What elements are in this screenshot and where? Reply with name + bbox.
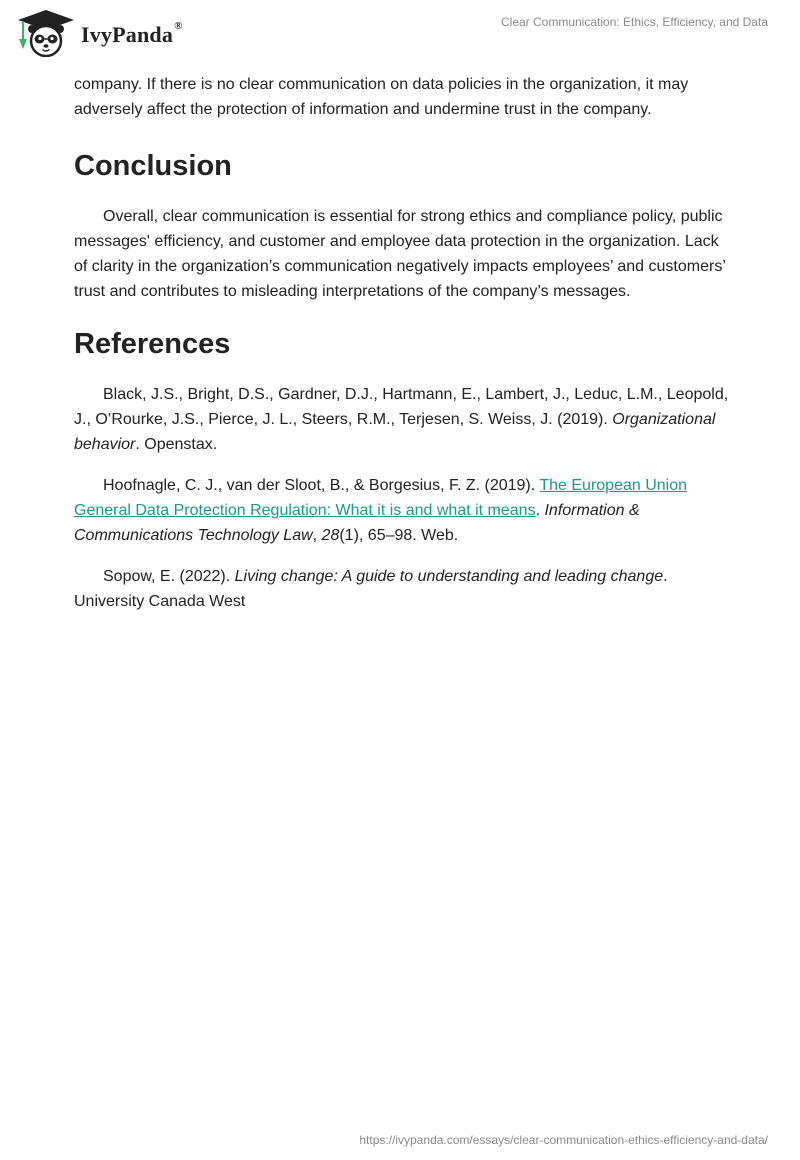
reference-item: Sopow, E. (2022). Living change: A guide to understanding and leading change. University Canada West (74, 568, 668, 610)
continuation-paragraph: company. If there is no clear communication on data policies in the organization, it may adversely affect the protection of information and undermine trust in the company. (74, 76, 689, 118)
reference-link[interactable]: The European Union General Data Protection Regulation: What it is and what it means (74, 477, 688, 519)
essay-content (74, 72, 734, 630)
ivypanda-logo[interactable] (16, 9, 183, 57)
brand-name: IvyPanda® (81, 20, 183, 47)
references-heading: References (74, 328, 231, 360)
journal-title: Information & Communications Technology Law (74, 502, 640, 544)
reference-item: Black, J.S., Bright, D.S., Gardner, D.J., Hartmann, E., Lambert, J., Leduc, L.M., Leopold, J., O’Rourke, J.S., Pierce, J. L., Steers, R.M., Terjesen, S. Weiss, J. (2019). Organizational behavior. Openstax. (74, 386, 729, 453)
journal-volume: 28 (321, 527, 340, 544)
footer-url[interactable]: https://ivypanda.com/essays/clear-communication-ethics-efficiency-and-data/ (359, 1133, 768, 1147)
conclusion-heading: Conclusion (74, 150, 232, 182)
page-header (0, 0, 800, 70)
reference-item: Hoofnagle, C. J., van der Sloot, B., & Borgesius, F. Z. (2019). The European Union General Data Protection Regulation: What it is and what it means. Information & Communications Technology Law, 28(1), 65–98. Web. (74, 477, 688, 544)
reference-title: Organizational behavior (74, 411, 716, 453)
document-title: Clear Communication: Ethics, Efficiency, and Data (500, 15, 768, 29)
conclusion-paragraph: Overall, clear communication is essential for strong ethics and compliance policy, public messages' efficiency, and customer and employee data protection in the organization. Lack of clarity in the organization’s communication negatively impacts employees’ and customers’ trust and contributes to misleading interpretations of the company’s messages. (74, 208, 726, 300)
panda-graduate-icon (16, 9, 76, 57)
registered-mark: ® (174, 20, 183, 32)
reference-title: Living change: A guide to understanding and leading change (234, 568, 664, 585)
